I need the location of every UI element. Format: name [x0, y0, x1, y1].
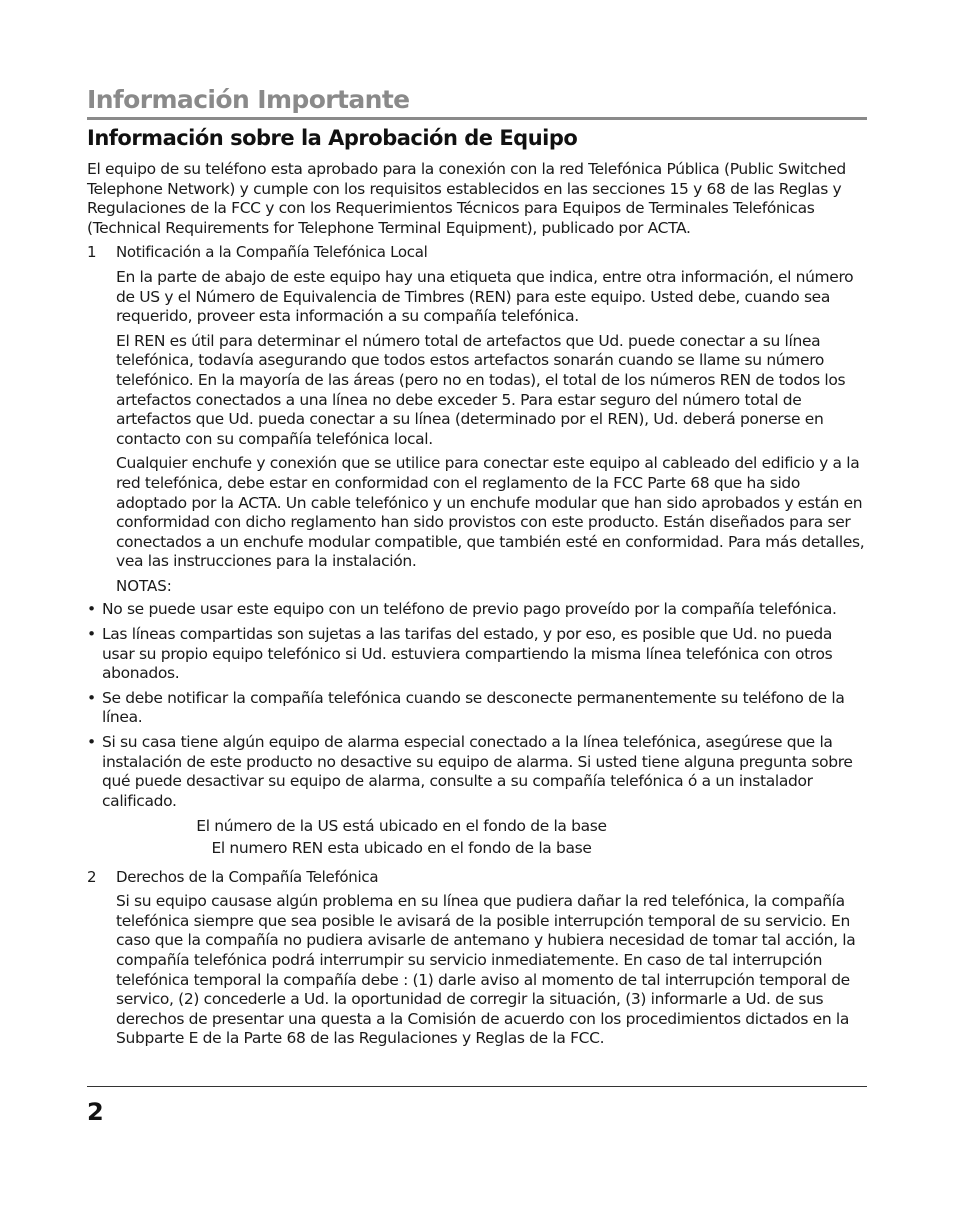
item-1-body: [116, 268, 867, 597]
list-item: [87, 625, 867, 684]
item-heading: Derechos de la Compañía Telefónica: [116, 867, 379, 886]
bullet-icon: •: [87, 733, 97, 752]
item-number: 1: [87, 243, 97, 262]
page-number: 2: [87, 1098, 104, 1126]
footer-divider: [87, 1086, 867, 1087]
list-item-text: Las líneas compartidas son sujetas a las tarifas del estado, y por eso, es posible que Ud. no pueda usar su propio equipo telefónico si Ud. estuviera compartiendo la misma línea telefónica con otros abonados.: [102, 625, 833, 683]
numbered-item-1: [87, 243, 867, 263]
us-number-location: El número de la US está ubicado en el fondo de la base: [196, 817, 607, 836]
item-2-body: [116, 892, 867, 1049]
document-page: [87, 84, 867, 1049]
title-divider: [87, 117, 867, 120]
list-item-text: Si su casa tiene algún equipo de alarma especial conectado a la línea telefónica, asegúrese que la instalación de este producto no desactive su equipo de alarma. Si usted tiene alguna pregunta sobre qué puede desactivar su equipo de alarma, consulte a su compañía telefónica ó a un instalador calificado.: [102, 733, 853, 810]
item-1-paragraph: El REN es útil para determinar el número total de artefactos que Ud. puede conectar a su línea telefónica, todavía asegurando que todos estos artefactos sonarán cuando se llame su número telefónico. En la mayoría de las áreas (pero no en todas), el total de los números REN de todos los artefactos conectados a una línea no debe exceder 5. Para estar seguro del número total de artefactos que Ud. pueda conectar a su línea (determinado por el REN), Ud. deberá ponerse en contacto con su compañía telefónica local.: [116, 331, 846, 448]
list-item-text: Se debe notificar la compañía telefónica cuando se desconecte permanentemente su teléfono de la línea.: [102, 688, 845, 727]
list-item-text: No se puede usar este equipo con un teléfono de previo pago proveído por la compañía telefónica.: [102, 600, 837, 619]
item-2-paragraph: Si su equipo causase algún problema en su línea que pudiera dañar la red telefónica, la compañía telefónica siempre que sea posible le avisará de la posible interrupción temporal de su servicio. En caso que la compañía no pudiera avisarle de antemano y hubiera necesidad de tomar tal acción, la compañía telefónica podrá interrumpir su servicio inmediatemente. En caso de tal interrupción telefónica temporal la compañía debe : (1) darle aviso al momento de tal interrupción temporal de servico, (2) concederle a Ud. la oportunidad de corregir la situación, (3) informarle a Ud. de sus derechos de presentar una questa a la Comisión de acuerdo con los procedimientos dictados en la Subparte E de la Parte 68 de las Regulaciones y Reglas de la FCC.: [116, 892, 856, 1048]
item-heading: Notificación a la Compañía Telefónica Local: [116, 243, 428, 262]
bullet-icon: •: [87, 625, 97, 644]
ren-number-location: El numero REN esta ubicado en el fondo de la base: [211, 839, 592, 857]
list-item: [87, 600, 867, 620]
item-1-paragraph: En la parte de abajo de este equipo hay una etiqueta que indica, entre otra información, el número de US y el Número de Equivalencia de Timbres (REN) para este equipo. Usted debe, cuando sea requerido, proveer esta información a su compañía telefónica.: [116, 267, 854, 326]
subsection-title: Información sobre la Aprobación de Equipo: [87, 126, 578, 150]
section-title: Información Importante: [87, 85, 410, 114]
bullet-icon: •: [87, 600, 97, 619]
bullet-icon: •: [87, 688, 97, 707]
item-number: 2: [87, 867, 97, 886]
notes-label: NOTAS:: [116, 576, 172, 595]
list-item: [87, 733, 867, 811]
notes-list: [87, 600, 867, 811]
numbered-item-2: [87, 868, 867, 888]
item-1-paragraph: Cualquier enchufe y conexión que se utilice para conectar este equipo al cableado del edificio y a la red telefónica, debe estar en conformidad con el reglamento de la FCC Parte 68 que ha sido adoptado por la ACTA. Un cable telefónico y un enchufe modular que han sido aprobados y están en conformidad con dicho reglamento han sido provistos con este producto. Están diseñados para ser conectados a un enchufe modular compatible, que también esté en conformidad. Para más detalles, vea las instrucciones para la instalación.: [116, 454, 865, 571]
list-item: [87, 689, 867, 728]
intro-paragraph: El equipo de su teléfono esta aprobado para la conexión con la red Telefónica Pública (Public Switched Telephone Network) y cumple con los requisitos establecidos en las secciones 15 y 68 de las Reglas y Regulaciones de la FCC y con los Requerimientos Técnicos para Equipos de Terminales Telefónicas (Technical Requirements for Telephone Terminal Equipment), publicado por ACTA.: [87, 160, 846, 237]
